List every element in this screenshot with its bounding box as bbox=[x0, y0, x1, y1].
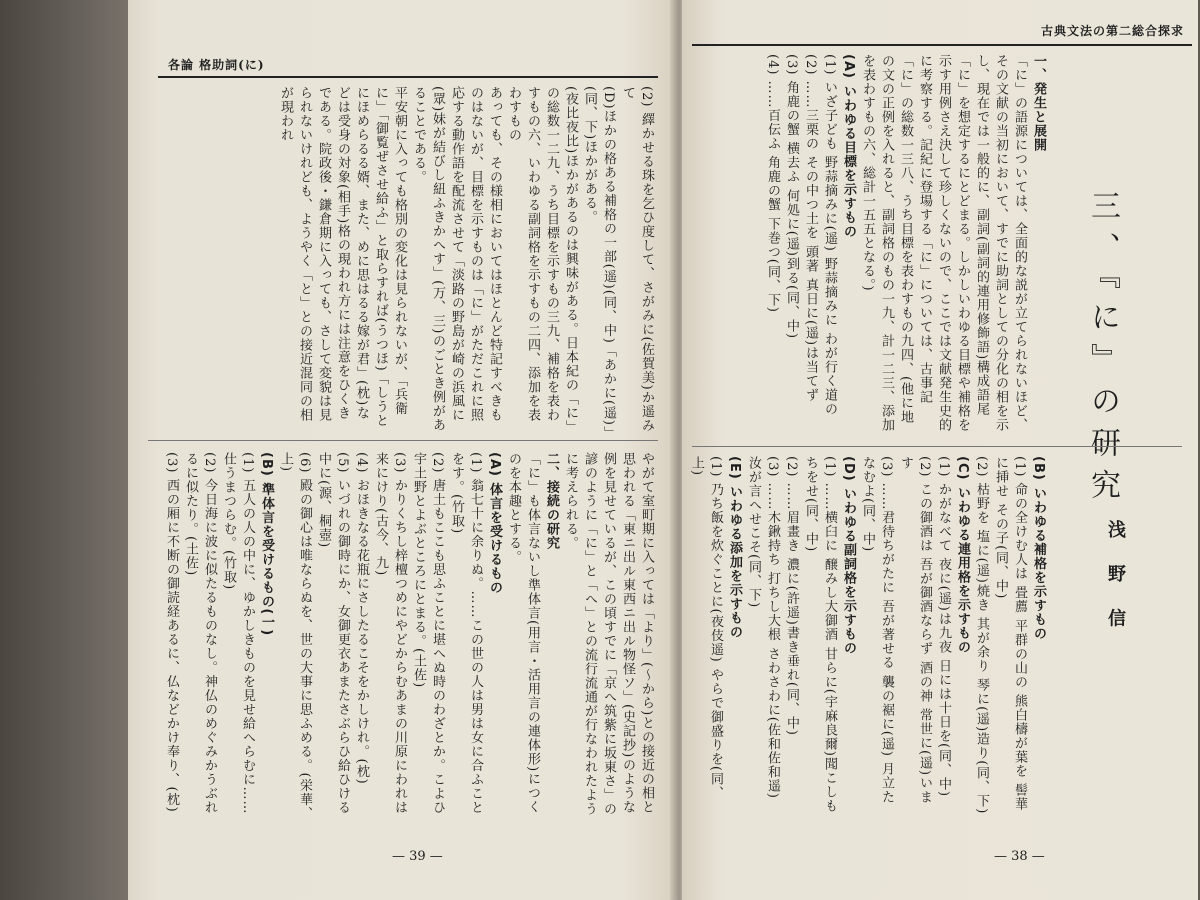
left-example-a4: (4) おほきなる花瓶にさしたるこそをかしけれ。(枕) bbox=[354, 452, 369, 785]
right-example-d2: (2) ……眉畫き 濃に(許遥)書き垂れ(同、中) bbox=[784, 456, 799, 736]
left-tier-divider bbox=[148, 440, 658, 441]
left-page bbox=[128, 0, 676, 900]
right-subheading-c: (C) いわゆる連用格を示すもの bbox=[955, 456, 970, 654]
left-example-b1: (1) 五人の人の中に、ゆかしきものを見せ給へらむに……仕うまつらむ。(竹取) bbox=[221, 452, 255, 815]
left-upper-para-5: 平安朝に入っても格別の変化は見られないが、「兵衛に」「御覧ぜさせ給ふ」と取らすれば(うつほ)「しうとにほめらるる婿、また、めに思はるる嫁が君」(枕)などは受身の対象(相手)格の現われ方には注意をひくきである。院政後・鎌倉期に入っても、さして変貌は見られないけれども、ようやく「と」との接近混同の相が現われ bbox=[278, 86, 407, 428]
left-page-number: — 39 — bbox=[392, 849, 443, 864]
right-example-a1: (1) いざ子ども 野蒜摘みに(遥) 野蒜摘みに わが行く道の bbox=[822, 54, 837, 417]
left-example-a5: (5) いづれの御時にか、女御更衣あまたさぶらひ給ひける中に(源、桐壺) bbox=[316, 452, 350, 815]
right-example-d3: (3) ……木鍬持ち 打ちし大根 さわさわに(佐和佐和遥) 汝が言へせこそ(同、下) bbox=[746, 456, 780, 799]
left-example-b2: (2) 今日海に波に似たるものなし。神仏のめぐみかうぶれるに似たり。(土佐) bbox=[183, 452, 217, 815]
left-example-a3: (3) かりくちし梓檀つめにやどからむあまの川原にわれは来にけり(古今、九) bbox=[373, 452, 407, 815]
right-page-header: 古典文法の第二総合探求 bbox=[1040, 24, 1184, 38]
right-header-rule bbox=[692, 44, 1192, 46]
left-upper-text bbox=[146, 86, 656, 434]
right-section-heading: 一、発生と展開 bbox=[1031, 54, 1046, 152]
right-page bbox=[682, 0, 1198, 900]
right-lower-text bbox=[689, 456, 1048, 816]
left-upper-para-1: (2) 繹かせる珠を乞ひ度して、さがみに(佐賀美)か遥みて bbox=[620, 86, 654, 433]
right-tier-divider bbox=[692, 446, 1182, 447]
right-subheading-b: (B) いわゆる補格を示すもの bbox=[1031, 456, 1046, 641]
right-example-b1: (1) 命の全けむ人は 畳薦 平群の山の 熊白檮が葉を 髻華に挿せ その子(同、中) bbox=[993, 456, 1027, 812]
book-spread bbox=[98, 0, 1198, 900]
left-example-a6: (6) 殿の御心は唯ならぬを、世の大事に思ふめる。(栄華、上) bbox=[278, 452, 312, 821]
right-example-c1: (1) かがなべて 夜に(遥)は九夜 日には十日を(同、中) bbox=[936, 456, 951, 798]
right-example-a2: (2) ……三栗の その中つ土を 頭著 真日に(遥)は当てず bbox=[803, 54, 818, 403]
right-subheading-d: (D) いわゆる副詞格を示すもの bbox=[841, 456, 856, 656]
left-upper-para-3: (夜比夜比)ほかがあるのは興味がある。日本紀の「に」の総数一二九、うち目標を示すもの三九、補格を表わすもの六、いわゆる副詞格を示すもの二四、添加を表わすもの bbox=[506, 86, 578, 428]
left-section-heading: 二、接続の研究 bbox=[544, 452, 559, 550]
author-name: 浅 野 信 bbox=[1105, 520, 1126, 637]
left-subheading-b: (B) 準体言を受けるもの(一) bbox=[259, 452, 274, 637]
left-subheading-a: (A) 体言を受けるもの bbox=[487, 452, 502, 595]
left-lower-text bbox=[146, 452, 656, 828]
right-subheading-e: (E) いわゆる添加を示すもの bbox=[727, 456, 742, 640]
right-upper-para-1: 「に」の語源については、全面的な説が立てられないほど、その文献の当初において、すでに助詞としての分化の相を示し、現在では一般的に、副詞(副詞的連用修飾語)構成語尾「に」を想定するにとどまる。しかしいわゆる目標や補格を示す用例さえ決して珍しくないので、ここでは文献発生史的に考察する。記紀に登場する「に」については、古事記「に」の総数一三八、うち目標を表わすもの九四、(他に地の文の正例を入れると、副詞格のもの一九、計一二三、添加を表わすもの六、総計一五五となる。) bbox=[860, 54, 1027, 432]
left-header-rule bbox=[158, 76, 658, 78]
left-example-b3: (3) 西の厢に不断の御読経あるに、仏などかけ奉り、(枕) bbox=[164, 452, 179, 813]
left-example-a1: (1) 翁七十に余りぬ。……この世の人は男は女に合ふことをす。(竹取) bbox=[449, 452, 483, 815]
left-upper-para-4: あっても、その様相においてはほとんど特記すべきものはないが、目標を示すものは「に」がただこれに照応する動作語を配流させて「淡路の野島が崎の浜風に(眾)妹が結びし紐ふきかへす」(万、三)のごとき例があることである。 bbox=[411, 86, 502, 433]
right-example-c2: (2) この御酒は 吾が御酒ならず 酒の神 常世に(遥)います bbox=[898, 456, 932, 805]
right-example-a3: (3) 角鹿の蟹 横去ふ 何処に(遥)到る(同、中) bbox=[784, 54, 799, 340]
left-upper-para-2: (D)ほかの格ある補格の一部(遥)(同、中)「あかに(遥)」(同、下)ほかがある。 bbox=[582, 86, 616, 434]
left-page-header: 各論 格助詞(に) bbox=[168, 58, 265, 72]
right-example-a4: (4) ……百伝ふ 角鹿の蟹 下巻つ(同、下) bbox=[765, 54, 780, 313]
left-lower-para-1: やがて室町期に入っては「より」(～から)との接近の相と思われる「東ニ出ル東西ニ出ル物怪ソ」(史記抄)のような例を見せているが、この頃すでに「京へ筑紫に坂東さ」の諺のように「に」と「へ」との流行流通が行なわれたように考えられる。 bbox=[563, 452, 654, 816]
right-example-b2: (2) 枯野を 塩に(遥)焼き 其が余り 琴に(遥)造り(同、下) bbox=[974, 456, 989, 815]
left-example-a2: (2) 唐土もここも思ふことに堪へぬ時のわざとか。こよひ宇土野とよぶところにとまる。(土佐) bbox=[411, 452, 445, 815]
right-example-c3: (3) ……君待ちがたに 吾が著せる 襲の裾に(遥) 月立たなむよ(同、中) bbox=[860, 456, 894, 805]
right-subheading-a: (A) いわゆる目標を示すもの bbox=[841, 54, 856, 239]
right-example-d1: (1) ……横臼に 醸みし大御酒 甘らに(宇麻良爾)聞こしもちをせ(同、中) bbox=[803, 456, 837, 813]
right-example-e1: (1) 乃ち飯を炊ぐことに(夜伎遥) やらで御盛りを(同、上) bbox=[689, 456, 723, 800]
right-page-number: — 38 — bbox=[994, 849, 1045, 864]
article-title: 三、『に』の研究 bbox=[1085, 190, 1120, 511]
right-upper-text bbox=[708, 54, 1048, 434]
left-lower-para-3: 「に」も体言ないし準体言(用言・活用言の連体形)につくのを本趣とする。 bbox=[506, 452, 540, 815]
